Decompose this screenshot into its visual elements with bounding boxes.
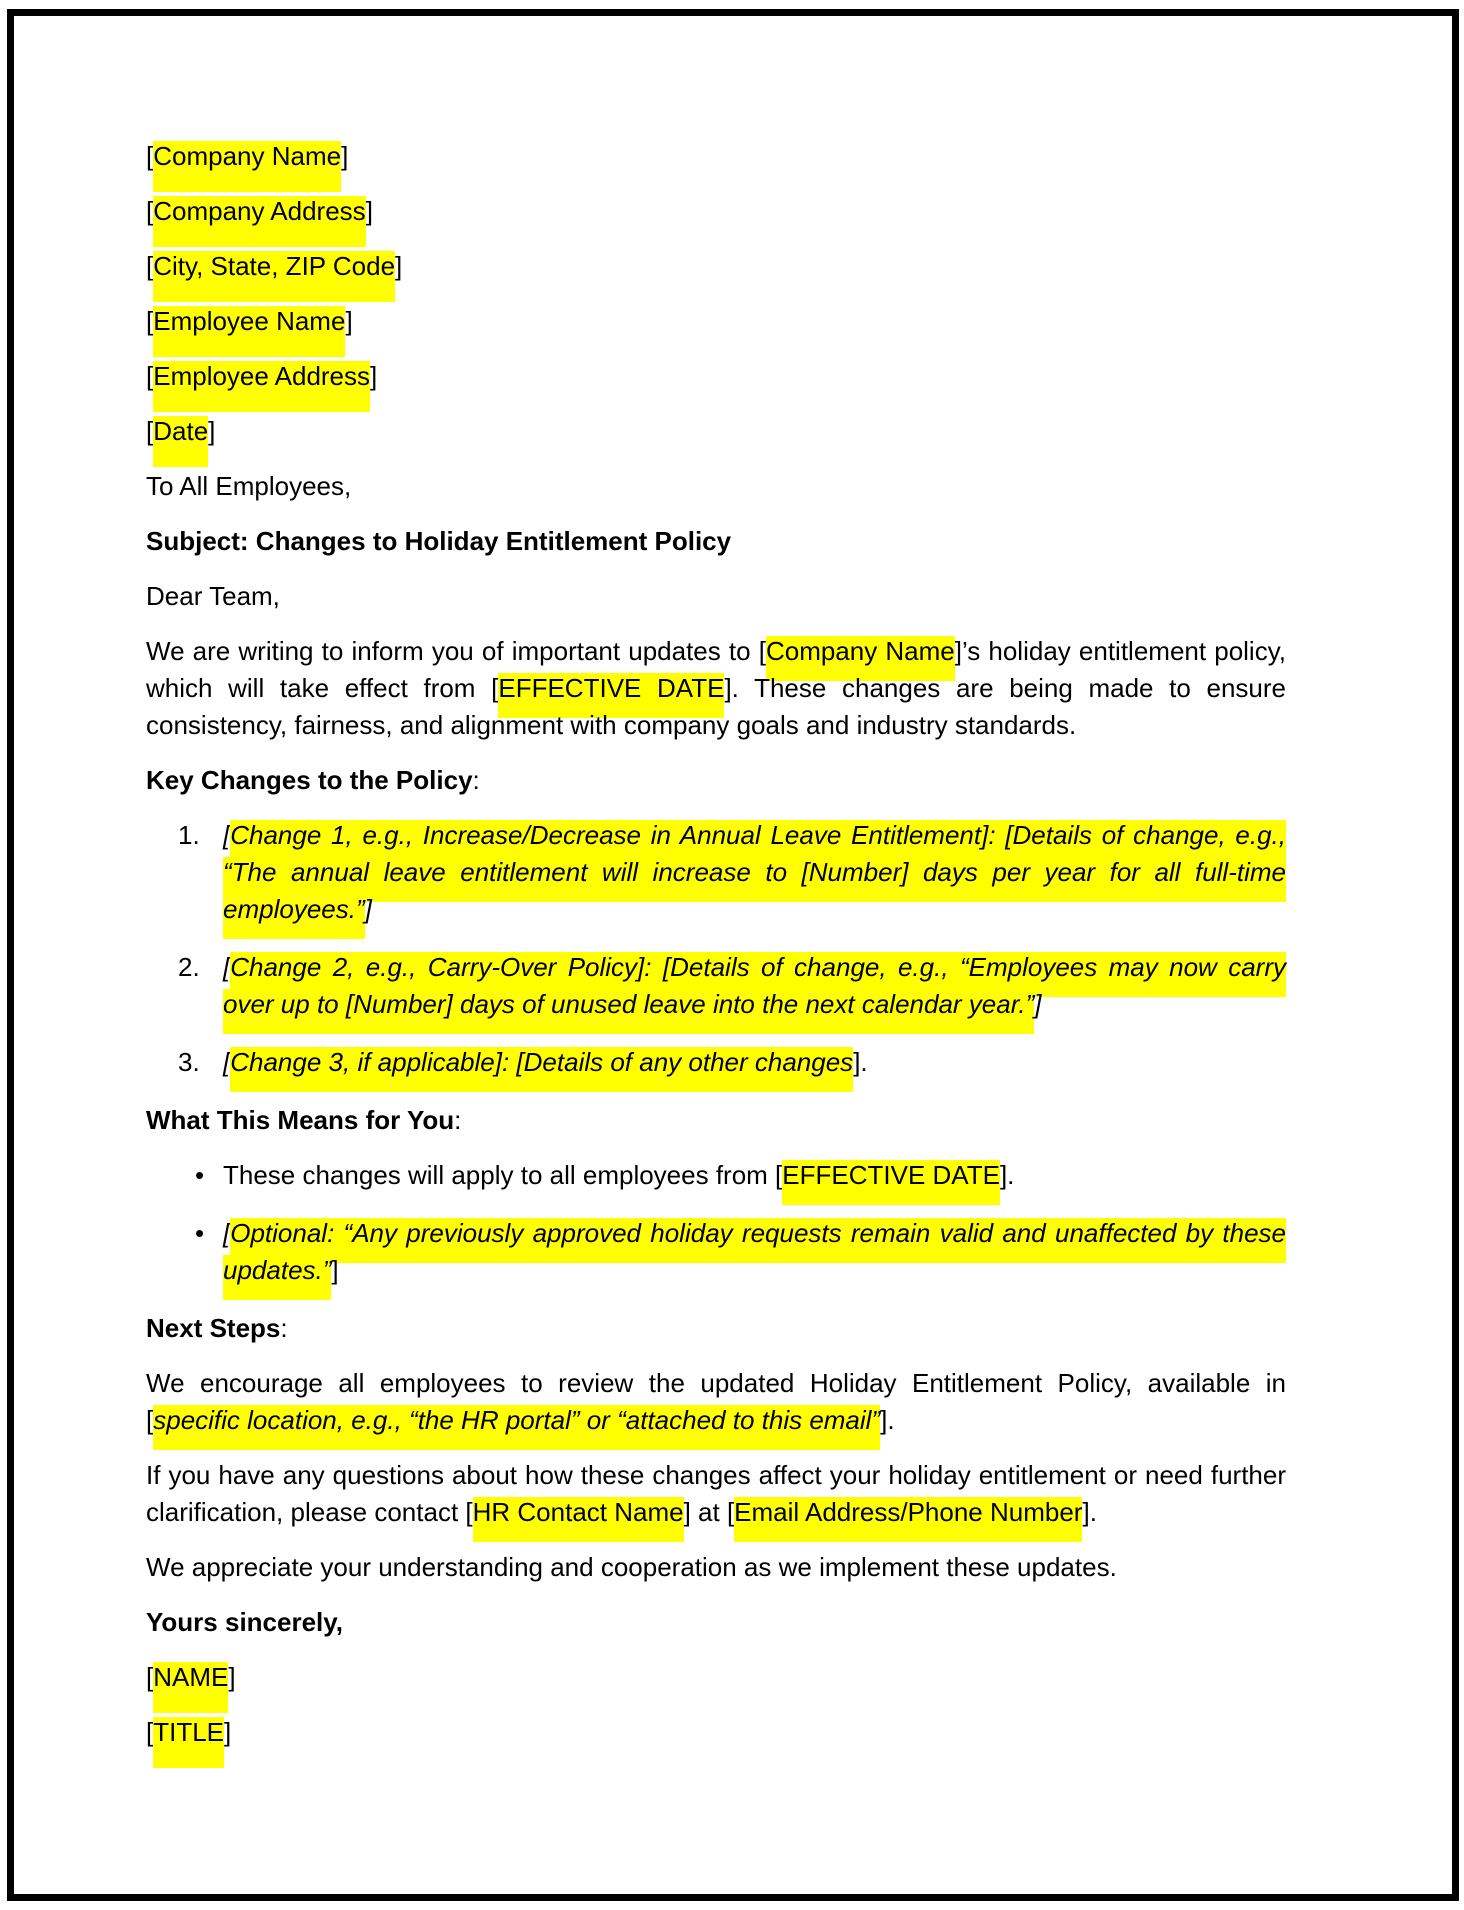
list-number: 1.: [178, 820, 200, 850]
bracket-run: [: [223, 1218, 231, 1248]
placeholder-line-title: [146, 1714, 1286, 1751]
bracket-run: ]: [208, 416, 216, 446]
heading-colon: :: [280, 1313, 288, 1343]
bracket-run: [: [223, 820, 231, 850]
bracket-run: ]: [345, 306, 353, 336]
bracket-run: ]: [365, 196, 373, 226]
bullet-item-1: [146, 1157, 1286, 1194]
heading-colon: :: [472, 765, 480, 795]
highlighted-placeholder: EFFECTIVE DATE: [782, 1160, 1000, 1205]
numbered-list: [146, 817, 1286, 1081]
intro-paragraph: [146, 633, 1286, 744]
section-heading-key-changes: [146, 762, 1286, 799]
bullet-marker: •: [195, 1218, 205, 1248]
highlighted-placeholder: Employee Name: [153, 306, 345, 357]
bracket-run: [: [146, 361, 154, 391]
to-all-employees-line: To All Employees,: [146, 471, 352, 501]
text-run: These changes will apply to all employees from [: [223, 1160, 783, 1190]
placeholder-line-company-name: [146, 138, 1286, 175]
highlighted-placeholder: Change 3, if applicable]: [Details of any other changes: [230, 1047, 853, 1092]
list-item-2: [146, 949, 1286, 1023]
placeholder-line-name: [146, 1659, 1286, 1696]
text-run: ] at [: [683, 1497, 735, 1527]
highlighted-placeholder: EFFECTIVE DATE: [498, 673, 724, 718]
subject-line: Subject: Changes to Holiday Entitlement Policy: [146, 526, 732, 556]
heading-text: What This Means for You: [146, 1105, 455, 1135]
bracket-run: ]: [341, 141, 349, 171]
placeholder-line-employee-address: [146, 358, 1286, 395]
bracket-run: [: [146, 196, 154, 226]
text-run: ].: [1082, 1497, 1097, 1527]
bracket-run: [: [223, 1047, 231, 1077]
highlighted-placeholder: NAME: [153, 1662, 228, 1713]
bracket-run: ]: [370, 361, 378, 391]
highlighted-placeholder: TITLE: [153, 1717, 224, 1768]
section-heading-next-steps: [146, 1310, 1286, 1347]
highlighted-placeholder: Email Address/Phone Number: [734, 1497, 1082, 1542]
bracket-run: [: [223, 952, 231, 982]
bracket-run: ]: [395, 251, 403, 281]
bracket-run: [: [146, 306, 154, 336]
bullet-list: [146, 1157, 1286, 1289]
placeholder-line-employee-name: [146, 303, 1286, 340]
list-item-1: [146, 817, 1286, 928]
heading-colon: :: [454, 1105, 462, 1135]
list-item-3: [146, 1044, 1286, 1081]
bracket-run: ]: [224, 1717, 232, 1747]
bracket-run: [: [146, 141, 154, 171]
heading-text: Next Steps: [146, 1313, 281, 1343]
list-number: 2.: [178, 952, 200, 982]
highlighted-placeholder: Optional: “Any previously approved holiday requests remain valid and unaffected by these updates.”: [223, 1218, 1286, 1300]
highlighted-placeholder: specific location, e.g., “the HR portal” or “attached to this email”: [153, 1405, 880, 1450]
highlighted-placeholder: Change 2, e.g., Carry-Over Policy]: [Details of change, e.g., “Employees may now carry over up to [Number] days of unused leave into the next calendar year.”: [223, 952, 1286, 1034]
text-run: ]’s holiday entitlement policy, which will take effect from [: [146, 636, 1286, 703]
next-steps-paragraph-1: [146, 1365, 1286, 1439]
text-run: ].: [880, 1405, 895, 1435]
bracket-run: [: [146, 251, 154, 281]
placeholder-line-city-state-zip: [146, 248, 1286, 285]
highlighted-placeholder: HR Contact Name: [473, 1497, 684, 1542]
text-run: We are writing to inform you of important updates to [: [146, 636, 766, 666]
section-heading-what-this-means: [146, 1102, 1286, 1139]
greeting-line: Dear Team,: [146, 581, 280, 611]
bracket-run: [: [146, 1717, 154, 1747]
text-run: ].: [999, 1160, 1015, 1190]
bracket-run: ]: [228, 1662, 236, 1692]
bullet-marker: •: [195, 1160, 205, 1190]
list-number: 3.: [178, 1047, 200, 1077]
highlighted-placeholder: Employee Address: [153, 361, 370, 412]
bracket-run: ].: [853, 1047, 868, 1077]
bracket-run: ]: [364, 894, 372, 924]
heading-text: Key Changes to the Policy: [146, 765, 473, 795]
text-run: If you have any questions about how these changes affect your holiday entitlement or need further clarification, please contact [: [146, 1460, 1286, 1527]
text-run: We encourage all employees to review the updated Holiday Entitlement Policy, available in [: [146, 1368, 1286, 1435]
bracket-run: [: [146, 1662, 154, 1692]
bracket-run: ]: [331, 1255, 339, 1285]
highlighted-placeholder: Company Address: [153, 196, 365, 247]
highlighted-placeholder: Change 1, e.g., Increase/Decrease in Annual Leave Entitlement]: [Details of change, e.g., “The annual leave entitlement will increase to [Number] days per year for all full-time employees.”: [223, 820, 1286, 939]
text-run: ]. These changes are being made to ensure consistency, fairness, and alignment with company goals and industry standards.: [146, 673, 1287, 740]
highlighted-placeholder: Date: [153, 416, 208, 467]
bracket-run: ]: [1034, 989, 1042, 1019]
placeholder-line-date: [146, 413, 1286, 450]
closing-line: Yours sincerely,: [146, 1607, 344, 1637]
letter-document: [146, 138, 1286, 1769]
placeholder-line-company-address: [146, 193, 1286, 230]
highlighted-placeholder: Company Name: [153, 141, 341, 192]
bullet-item-2: [146, 1215, 1286, 1289]
highlighted-placeholder: City, State, ZIP Code: [153, 251, 395, 302]
next-steps-paragraph-2: [146, 1457, 1286, 1531]
bracket-run: [: [146, 416, 154, 446]
highlighted-placeholder: Company Name: [766, 636, 955, 681]
appreciation-paragraph: We appreciate your understanding and cooperation as we implement these updates.: [146, 1552, 1117, 1582]
